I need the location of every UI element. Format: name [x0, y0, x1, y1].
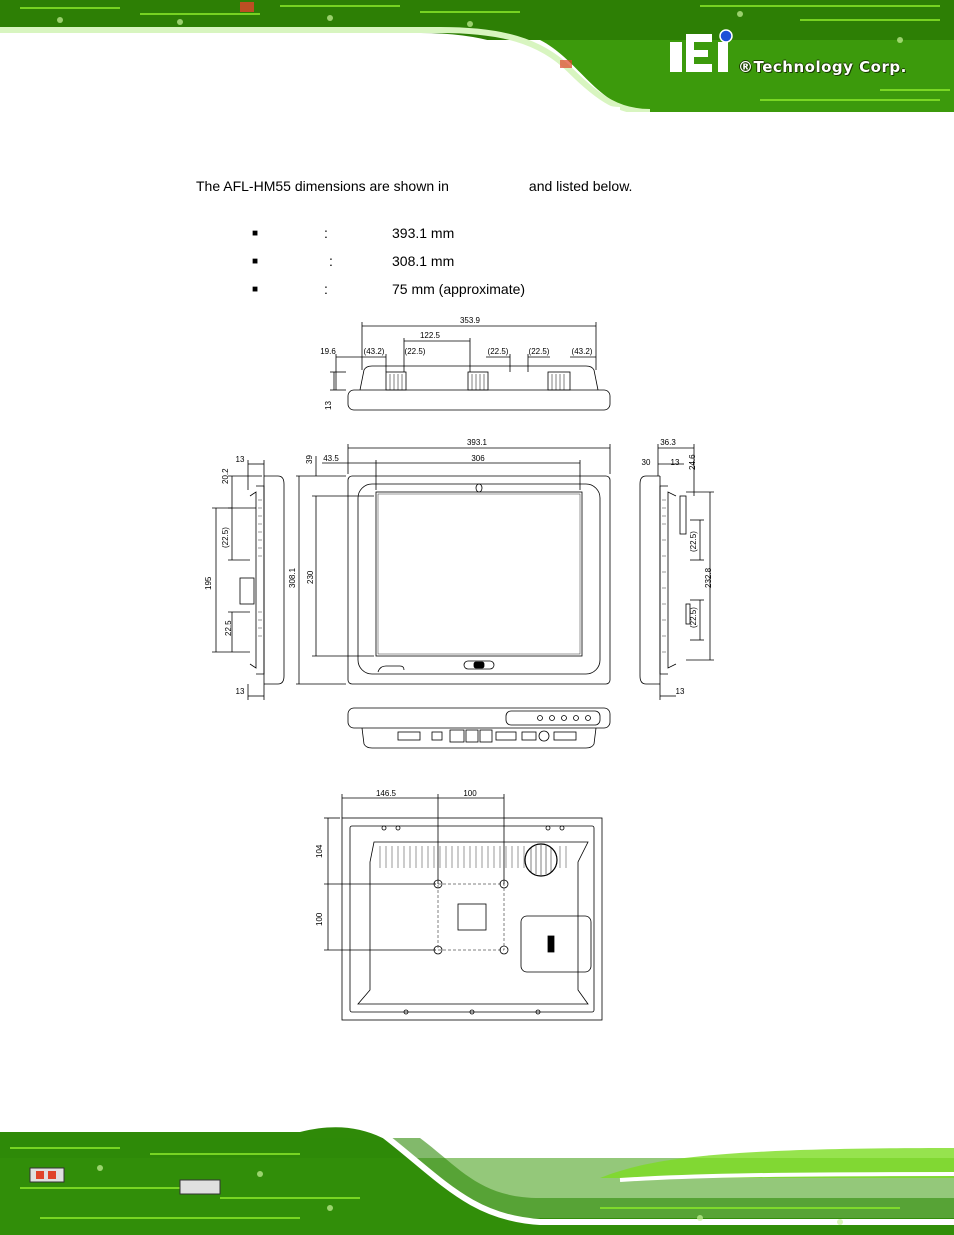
dim-left-mount-span: 195 — [204, 576, 213, 590]
left-side-view — [212, 460, 284, 700]
right-side-view — [640, 444, 714, 700]
dim-top-depth: 13 — [324, 401, 333, 410]
dim-left-slot-b: 22.5 — [224, 620, 233, 636]
dim-right-b: 13 — [670, 458, 680, 467]
dim-left-slot-a: (22.5) — [221, 527, 230, 548]
dim-right-c: 24.6 — [688, 454, 697, 470]
intro-text-after: and listed below. — [528, 178, 633, 194]
spec-value: 75 mm (approximate) — [392, 281, 526, 297]
iei-logo-mark — [666, 28, 738, 76]
spec-item-depth — [252, 281, 526, 297]
dim-top-slot-b: (22.5) — [404, 347, 426, 356]
dim-top-span: 122.5 — [419, 331, 441, 340]
bullet-icon: ■ — [252, 284, 259, 295]
spec-item-height — [252, 253, 455, 269]
rear-view — [324, 794, 602, 1020]
bullet-icon: ■ — [252, 228, 259, 239]
dim-right-slot-a: (22.5) — [689, 531, 698, 552]
dim-left-bottom-depth: 13 — [235, 687, 245, 696]
front-view — [296, 444, 610, 684]
dim-right-a: 30 — [641, 458, 651, 467]
dim-top-overall-width: 353.9 — [459, 316, 481, 325]
iei-logo — [666, 28, 926, 84]
dimension-drawing — [0, 300, 954, 1030]
intro-text-before: The AFL-HM55 dimensions are shown in — [196, 178, 449, 194]
dim-rear-left-offset: 146.5 — [375, 789, 397, 798]
dim-top-left-offset: 19.6 — [320, 347, 336, 356]
spec-item-width — [252, 225, 455, 241]
dim-right-bottom-depth: 13 — [675, 687, 685, 696]
footer-pcb-banner — [0, 1118, 954, 1235]
dim-front-top-offset: 39 — [305, 455, 314, 464]
dim-right-height: 232.8 — [704, 567, 713, 588]
dim-rear-top-offset: 104 — [315, 844, 324, 858]
dim-right-depth: 36.3 — [660, 438, 676, 447]
dim-right-slot-b: (22.5) — [689, 607, 698, 628]
dim-front-screen-offset: 43.5 — [323, 454, 339, 463]
dim-front-screen-height: 230 — [306, 570, 315, 584]
dim-top-slot-e: (43.2) — [571, 347, 593, 356]
dim-top-slot-d: (22.5) — [528, 347, 550, 356]
top-view — [330, 322, 610, 410]
bottom-io-view — [348, 708, 610, 748]
dim-front-height: 308.1 — [288, 567, 297, 588]
dim-top-slot-c: (22.5) — [487, 347, 509, 356]
dim-left-top-gap: 20.2 — [221, 468, 230, 484]
dim-left-top-depth: 13 — [235, 455, 245, 464]
spec-value: 308.1 mm — [392, 253, 455, 269]
dim-front-screen-width: 306 — [471, 454, 485, 463]
bullet-icon: ■ — [252, 256, 259, 267]
dim-front-width: 393.1 — [466, 438, 488, 447]
dim-rear-vesa-width: 100 — [463, 789, 477, 798]
spec-colon: : — [324, 281, 328, 297]
logo-text: ®Technology Corp. — [738, 58, 907, 76]
spec-colon: : — [329, 253, 333, 269]
spec-colon: : — [324, 225, 328, 241]
intro-paragraph — [196, 178, 632, 194]
spec-value: 393.1 mm — [392, 225, 455, 241]
dim-rear-vesa-height: 100 — [315, 912, 324, 926]
dim-top-slot-a: (43.2) — [363, 347, 385, 356]
